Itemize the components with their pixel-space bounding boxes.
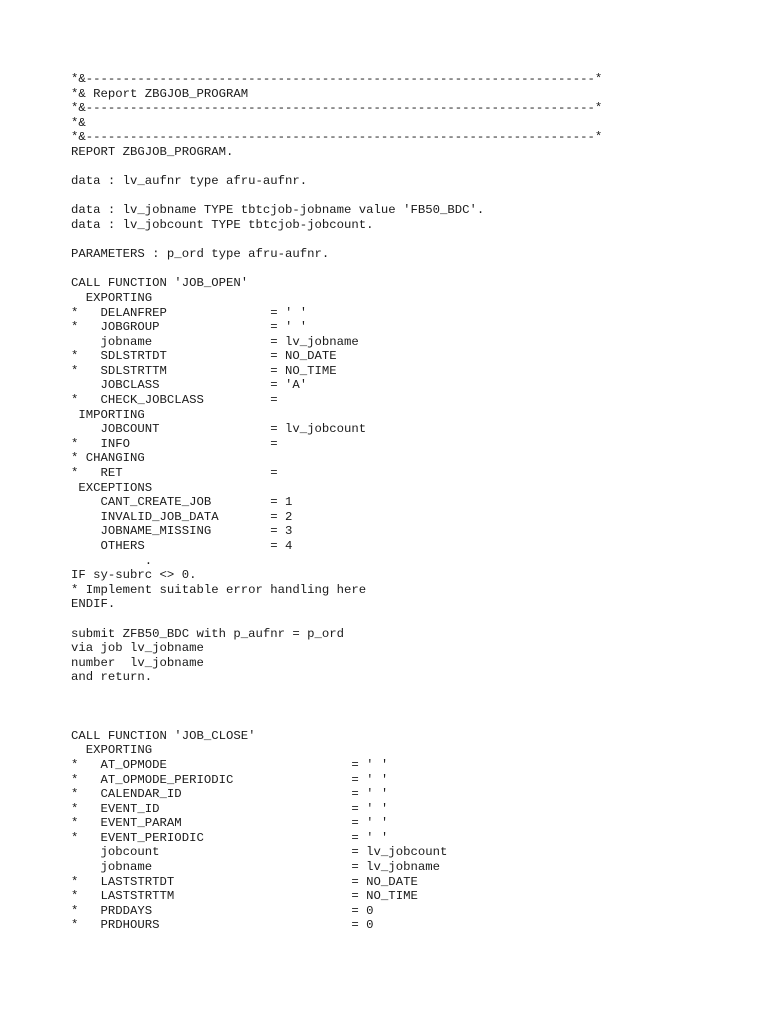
code-line: via job lv_jobname — [71, 641, 204, 656]
code-line — [71, 700, 602, 715]
code-line: *& Report ZBGJOB_PROGRAM — [71, 86, 249, 101]
code-line: EXPORTING — [71, 290, 153, 305]
code-line: IMPORTING — [71, 407, 145, 422]
code-line: * SDLSTRTTM = NO_TIME — [71, 363, 337, 378]
code-line: data : lv_jobname TYPE tbtcjob-jobname value 'FB50_BDC'. — [71, 203, 485, 218]
code-line: * CHANGING — [71, 451, 145, 466]
code-line: * RET = — [71, 466, 278, 481]
code-line: CALL FUNCTION 'JOB_CLOSE' — [71, 728, 256, 743]
code-line: data : lv_jobcount TYPE tbtcjob-jobcount. — [71, 217, 374, 232]
code-line: * PRDDAYS = 0 — [71, 903, 374, 918]
code-line: PARAMETERS : p_ord type afru-aufnr. — [71, 247, 330, 262]
code-line: CALL FUNCTION 'JOB_OPEN' — [71, 276, 249, 291]
code-line: JOBCOUNT = lv_jobcount — [71, 422, 367, 437]
code-line: EXPORTING — [71, 743, 153, 758]
code-line — [71, 714, 602, 729]
code-line — [71, 612, 602, 627]
code-line: * SDLSTRTDT = NO_DATE — [71, 349, 337, 364]
code-line: EXCEPTIONS — [71, 480, 153, 495]
code-line: INVALID_JOB_DATA = 2 — [71, 509, 293, 524]
code-line: data : lv_aufnr type afru-aufnr. — [71, 174, 308, 189]
code-line: number lv_jobname — [71, 655, 204, 670]
code-line: and return. — [71, 670, 153, 685]
code-line: . — [71, 553, 153, 568]
code-line: * JOBGROUP = ' ' — [71, 320, 308, 335]
code-line: OTHERS = 4 — [71, 539, 293, 553]
code-line: jobcount = lv_jobcount — [71, 845, 448, 860]
code-line: * CHECK_JOBCLASS = — [71, 393, 278, 408]
code-line — [71, 189, 602, 204]
code-line: * PRDHOURS = 0 — [71, 918, 374, 933]
code-line: *&---------------------------------------------------------------------* — [71, 130, 603, 145]
code-line: IF sy-subrc <> 0. — [71, 568, 197, 583]
code-line: * AT_OPMODE = ' ' — [71, 757, 389, 772]
code-line: * CALENDAR_ID = ' ' — [71, 787, 389, 802]
code-line: JOBNAME_MISSING = 3 — [71, 524, 293, 539]
code-line: *& — [71, 115, 86, 130]
code-line: JOBCLASS = 'A' — [71, 378, 308, 393]
code-line: * DELANFREP = ' ' — [71, 305, 308, 320]
code-line: * EVENT_ID = ' ' — [71, 801, 389, 816]
code-line: submit ZFB50_BDC with p_aufnr = p_ord — [71, 626, 345, 641]
code-line — [71, 233, 602, 248]
code-line: * EVENT_PERIODIC = ' ' — [71, 830, 389, 845]
code-line: * LASTSTRTTM = NO_TIME — [71, 889, 418, 904]
code-line: *&---------------------------------------------------------------------* — [71, 101, 603, 116]
code-line: * INFO = — [71, 436, 278, 451]
code-line: ENDIF. — [71, 597, 116, 612]
code-line: CANT_CREATE_JOB = 1 — [71, 495, 293, 510]
code-line: jobname = lv_jobname — [71, 334, 359, 349]
code-line: * Implement suitable error handling here — [71, 582, 367, 597]
code-line: *&---------------------------------------------------------------------* — [71, 72, 603, 86]
code-line: * EVENT_PARAM = ' ' — [71, 816, 389, 831]
code-line: jobname = lv_jobname — [71, 860, 440, 875]
code-line — [71, 262, 602, 277]
abap-code-listing — [71, 72, 602, 933]
code-line: REPORT ZBGJOB_PROGRAM. — [71, 144, 234, 159]
code-line — [71, 685, 602, 700]
code-line: * LASTSTRTDT = NO_DATE — [71, 874, 418, 889]
code-line: * AT_OPMODE_PERIODIC = ' ' — [71, 772, 389, 787]
code-line — [71, 160, 602, 175]
